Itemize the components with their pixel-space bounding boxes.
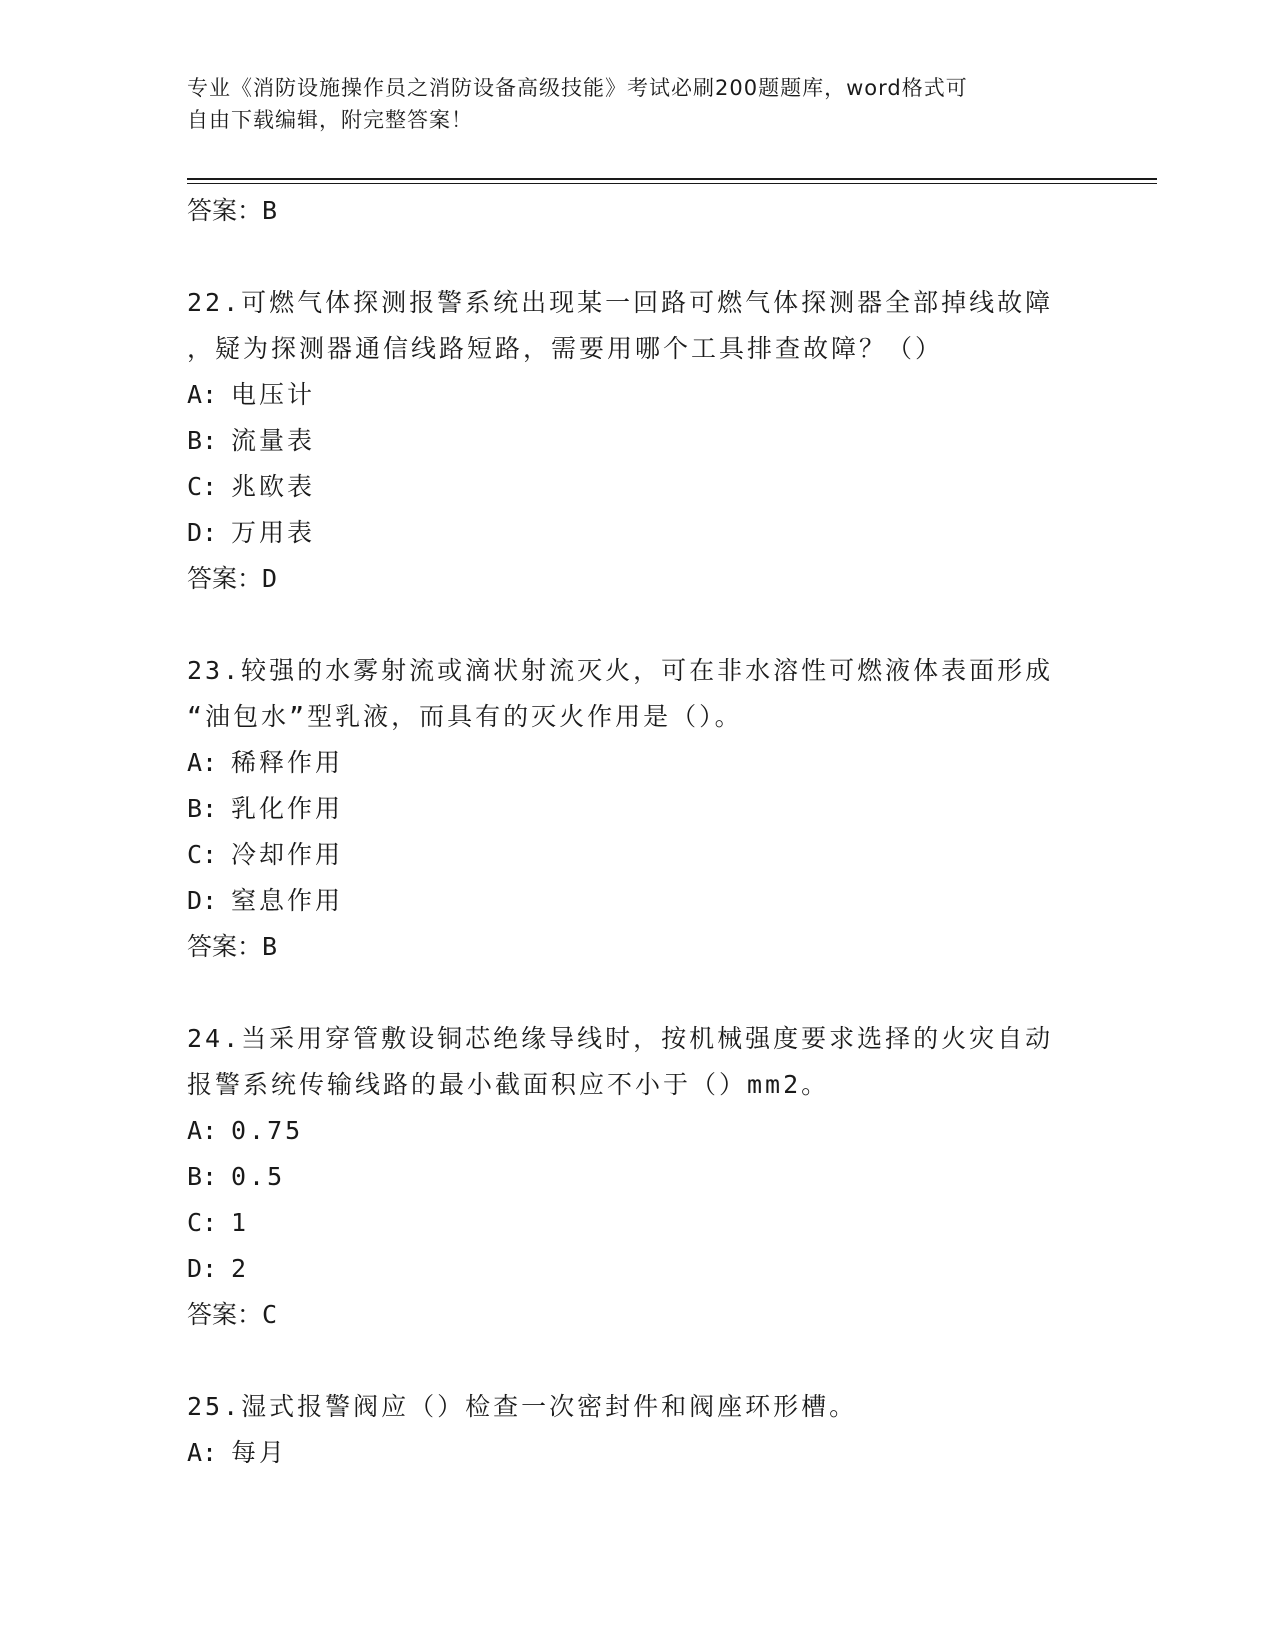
option-key: A: xyxy=(187,380,218,409)
spacer xyxy=(187,970,1087,1016)
option-text: 2 xyxy=(231,1254,250,1283)
option-text: 窒息作用 xyxy=(231,886,344,915)
spacer xyxy=(187,234,1087,280)
answer-value: B xyxy=(262,932,278,961)
question-text-line: 23.较强的水雾射流或滴状射流灭火，可在非水溶性可燃液体表面形成 xyxy=(187,656,1054,685)
question-text-line: 报警系统传输线路的最小截面积应不小于（）mm2。 xyxy=(187,1070,830,1099)
answer-line xyxy=(187,556,1087,602)
answer-line xyxy=(187,924,1087,970)
answer-value: C xyxy=(262,1300,278,1329)
option-b xyxy=(187,418,1087,464)
answer-label: 答案： xyxy=(187,1300,263,1329)
option-key: C: xyxy=(187,472,218,501)
question-text-line: 22.可燃气体探测报警系统出现某一回路可燃气体探测器全部掉线故障 xyxy=(187,288,1054,317)
option-key: B: xyxy=(187,426,218,455)
option-a xyxy=(187,1430,1087,1476)
option-text: 乳化作用 xyxy=(231,794,344,823)
answer-label: 答案： xyxy=(187,932,263,961)
option-text: 0.75 xyxy=(231,1116,304,1145)
question-block xyxy=(187,1016,1087,1338)
answer-label: 答案： xyxy=(187,196,263,225)
question-text-line: ，疑为探测器通信线路短路，需要用哪个工具排查故障？（） xyxy=(187,334,944,363)
option-text: 万用表 xyxy=(231,518,316,547)
header-divider-thin xyxy=(187,183,1157,184)
option-key: B: xyxy=(187,1162,218,1191)
option-key: D: xyxy=(187,1254,218,1283)
option-key: A: xyxy=(187,1438,218,1467)
option-key: A: xyxy=(187,1116,218,1145)
option-a xyxy=(187,1108,1087,1154)
spacer xyxy=(187,602,1087,648)
header-line-1: 专业《消防设施操作员之消防设备高级技能》考试必刷200题题库，word格式可 xyxy=(187,76,968,100)
option-d xyxy=(187,1246,1087,1292)
question-block xyxy=(187,280,1087,602)
option-b xyxy=(187,1154,1087,1200)
header-divider xyxy=(187,178,1157,180)
option-key: D: xyxy=(187,518,218,547)
option-key: C: xyxy=(187,1208,218,1237)
question-block xyxy=(187,648,1087,970)
option-text: 0.5 xyxy=(231,1162,286,1191)
option-key: C: xyxy=(187,840,218,869)
option-d xyxy=(187,878,1087,924)
answer-value: D xyxy=(262,564,278,593)
option-key: A: xyxy=(187,748,218,777)
option-text: 1 xyxy=(231,1208,250,1237)
question-text-line: 24.当采用穿管敷设铜芯绝缘导线时，按机械强度要求选择的火灾自动 xyxy=(187,1024,1054,1053)
option-b xyxy=(187,786,1087,832)
answer-label: 答案： xyxy=(187,564,263,593)
option-d xyxy=(187,510,1087,556)
option-a xyxy=(187,740,1087,786)
answer-value: B xyxy=(262,196,278,225)
option-a xyxy=(187,372,1087,418)
option-c xyxy=(187,464,1087,510)
document-header xyxy=(187,72,1087,136)
option-c xyxy=(187,832,1087,878)
option-text: 电压计 xyxy=(231,380,316,409)
question-text-line: “油包水”型乳液，而具有的灭火作用是（）。 xyxy=(187,702,743,731)
header-line-2: 自由下载编辑，附完整答案！ xyxy=(187,108,473,132)
option-key: D: xyxy=(187,886,218,915)
option-text: 稀释作用 xyxy=(231,748,344,777)
option-text: 流量表 xyxy=(231,426,316,455)
option-text: 冷却作用 xyxy=(231,840,344,869)
option-c xyxy=(187,1200,1087,1246)
answer-line xyxy=(187,1292,1087,1338)
question-text-line: 25.湿式报警阀应（）检查一次密封件和阀座环形槽。 xyxy=(187,1392,858,1421)
answer-line xyxy=(187,188,1087,234)
option-key: B: xyxy=(187,794,218,823)
option-text: 兆欧表 xyxy=(231,472,316,501)
question-block xyxy=(187,1384,1087,1476)
option-text: 每月 xyxy=(231,1438,288,1467)
spacer xyxy=(187,1338,1087,1384)
question-list xyxy=(187,188,1087,1476)
